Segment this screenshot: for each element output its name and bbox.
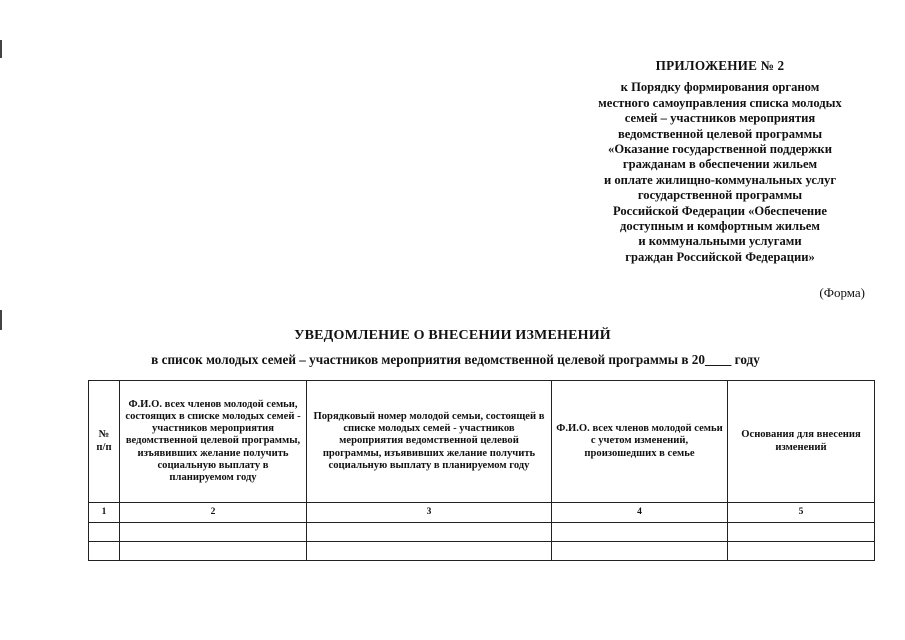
table-row — [89, 542, 875, 561]
table-cell[interactable] — [120, 523, 307, 542]
table-cell[interactable] — [728, 523, 875, 542]
form-label: (Форма) — [819, 285, 865, 300]
column-number-cell: 3 — [307, 503, 552, 523]
table-header-row — [89, 381, 875, 503]
column-number-cell: 5 — [728, 503, 875, 523]
header-cell-number: № п/п — [89, 381, 120, 503]
table-cell[interactable] — [552, 542, 728, 561]
column-number-cell: 1 — [89, 503, 120, 523]
table-cell[interactable] — [307, 523, 552, 542]
appendix-line: «Оказание государственной поддержки — [608, 142, 832, 157]
column-number-row — [89, 503, 875, 523]
header-cell-grounds: Основания для внесения изменений — [728, 381, 875, 503]
appendix-line: государственной программы — [637, 188, 803, 203]
header-cell-sequence-number: Порядковый номер молодой семьи, состоящей в списке молодых семей - участников мероприятия ведомственной целевой программы, изъявивших желание получить социальную выплату в планируемом году — [307, 381, 552, 503]
appendix-line: к Порядку формирования органом — [620, 80, 820, 95]
column-number-cell: 2 — [120, 503, 307, 523]
header-cell-members-with-changes: Ф.И.О. всех членов молодой семьи с учетом изменений, произошедших в семье — [552, 381, 728, 503]
appendix-line: и оплате жилищно-коммунальных услуг — [603, 172, 837, 187]
header-cell-family-members: Ф.И.О. всех членов молодой семьи, состоящих в списке молодых семей - участников мероприятия ведомственной целевой программы, изъявивших желание получить социальную выплату в планируемом году — [120, 381, 307, 503]
table-cell[interactable] — [552, 523, 728, 542]
appendix-line: граждан Российской Федерации» — [625, 249, 815, 264]
document-title: УВЕДОМЛЕНИЕ О ВНЕСЕНИИ ИЗМЕНЕНИЙ — [294, 328, 611, 343]
appendix-line: ведомственной целевой программы — [617, 126, 823, 141]
notice-table — [88, 380, 875, 561]
appendix-line: и коммунальными услугами — [638, 234, 802, 249]
appendix-line: гражданам в обеспечении жильем — [622, 157, 818, 172]
appendix-block — [560, 58, 880, 265]
table-cell[interactable] — [89, 523, 120, 542]
appendix-line: местного самоуправления списка молодых — [598, 95, 842, 110]
scan-margin-mark-middle — [0, 310, 2, 330]
table-cell[interactable] — [307, 542, 552, 561]
appendix-line: доступным и комфортным жильем — [620, 219, 820, 234]
document-subtitle: в список молодых семей – участников мероприятия ведомственной целевой программы в 20____ году — [151, 352, 760, 367]
column-number-cell: 4 — [552, 503, 728, 523]
appendix-line: семей – участников мероприятия — [624, 111, 816, 126]
table-cell[interactable] — [89, 542, 120, 561]
table-row — [89, 523, 875, 542]
appendix-title: ПРИЛОЖЕНИЕ № 2 — [655, 58, 785, 73]
table-cell[interactable] — [120, 542, 307, 561]
appendix-line: Российской Федерации «Обеспечение — [612, 203, 828, 218]
table-cell[interactable] — [728, 542, 875, 561]
scan-margin-mark-top — [0, 40, 2, 58]
